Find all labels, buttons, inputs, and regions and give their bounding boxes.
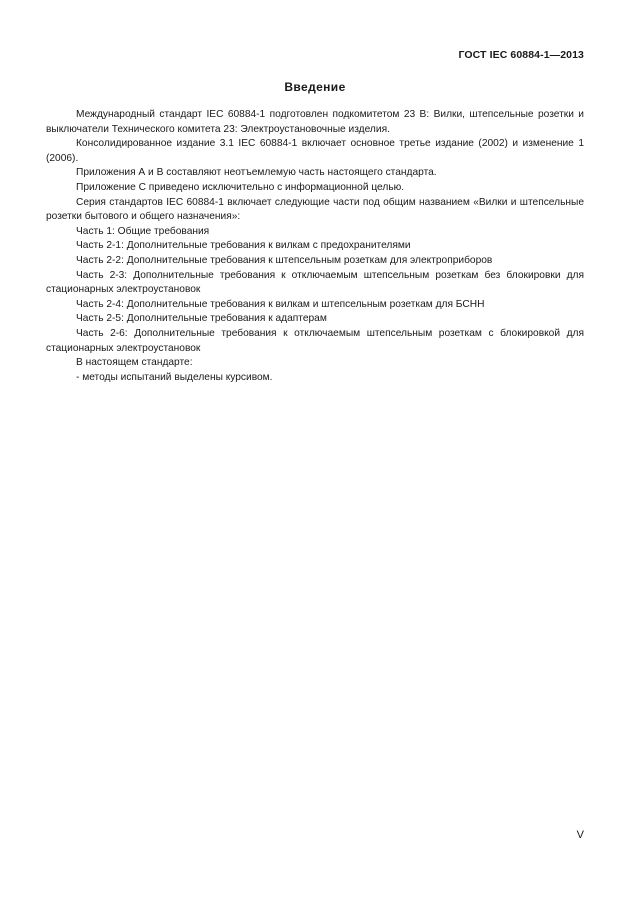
body-text bbox=[46, 108, 584, 385]
paragraph: Международный стандарт IEC 60884-1 подготовлен подкомитетом 23 B: Вилки, штепсельные розетки и выключатели Технического комитета 23: Электроустановочные изделия. bbox=[46, 109, 584, 135]
list-item: Часть 2-6: Дополнительные требования к отключаемым штепсельным розеткам с блокировкой для стационарных электроустановок bbox=[46, 327, 584, 354]
section-title: Введение bbox=[284, 80, 346, 94]
paragraph: Приложение С приведено исключительно с информационной целью. bbox=[76, 181, 405, 193]
list-item: Часть 2-4: Дополнительные требования к вилкам и штепсельным розеткам для БСНН bbox=[76, 298, 485, 310]
page-number: V bbox=[576, 829, 584, 841]
paragraph: В настоящем стандарте: bbox=[76, 357, 193, 369]
list-item: Часть 1: Общие требования bbox=[76, 225, 210, 237]
list-item: Часть 2-3: Дополнительные требования к отключаемым штепсельным розеткам без блокировки для стационарных электроустановок bbox=[46, 269, 584, 296]
list-item: Часть 2-2: Дополнительные требования к штепсельным розеткам для электроприборов bbox=[76, 254, 493, 266]
document-header-code: ГОСТ IEC 60884-1—2013 bbox=[458, 49, 584, 61]
paragraph: - методы испытаний выделены курсивом. bbox=[76, 371, 273, 383]
paragraph: Приложения А и В составляют неотъемлемую часть настоящего стандарта. bbox=[76, 167, 437, 179]
paragraph: Консолидированное издание 3.1 IEC 60884-1 включает основное третье издание (2002) и изменение 1 (2006). bbox=[46, 138, 584, 164]
paragraph: Серия стандартов IEC 60884-1 включает следующие части под общим названием «Вилки и штепсельные розетки бытового и общего назначения»: bbox=[46, 196, 584, 223]
list-item: Часть 2-5: Дополнительные требования к адаптерам bbox=[76, 313, 327, 325]
list-item: Часть 2-1: Дополнительные требования к вилкам с предохранителями bbox=[76, 240, 411, 252]
